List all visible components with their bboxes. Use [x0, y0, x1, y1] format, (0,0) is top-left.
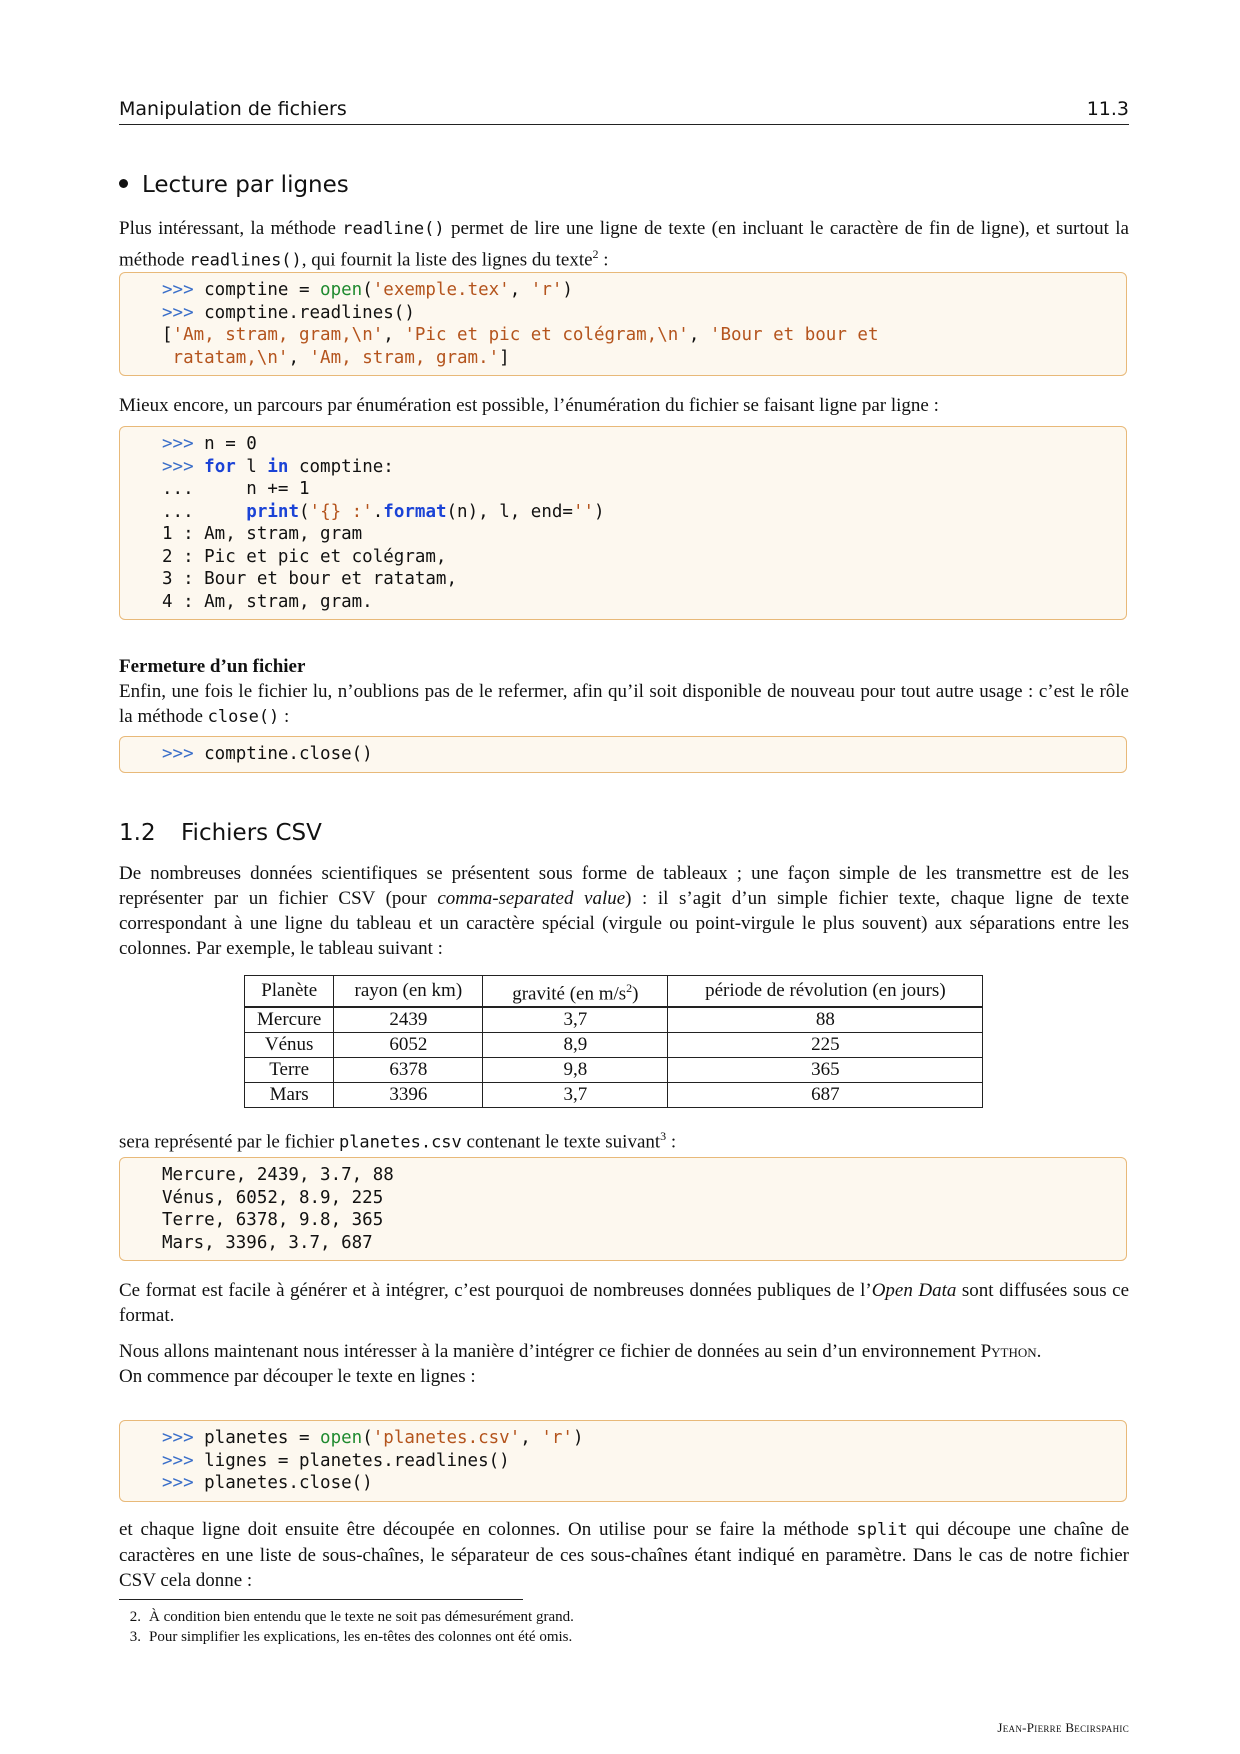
code: n += 1 — [193, 479, 310, 499]
inline-code: planetes.csv — [338, 1132, 462, 1153]
table-row — [245, 1007, 983, 1033]
csv-line: Mars, 3396, 3.7, 687 — [162, 1232, 373, 1253]
builtin: print — [246, 501, 299, 522]
prompt: >>> — [162, 1428, 194, 1448]
method: format — [383, 501, 447, 522]
code: l — [235, 456, 268, 477]
code: ) — [562, 280, 573, 300]
output-line: 3 : Bour et bour et ratatam, — [162, 569, 458, 589]
code-block-readlines — [119, 272, 1127, 376]
string: '' — [572, 501, 595, 522]
table-cell: Mars — [245, 1083, 334, 1108]
footnote — [119, 1629, 1129, 1646]
text: contenant le texte suivant — [461, 1131, 661, 1153]
text: Mieux encore, un parcours par énumération est possible, l’énumération du fichier se faisant ligne par ligne : — [119, 395, 939, 416]
table-header-cell: Planète — [245, 976, 334, 1008]
footnote-ref: 3 — [660, 1129, 667, 1143]
author: Jean-Pierre Becirspahic — [997, 1720, 1129, 1735]
string: 'Am, stram, gram,\n' — [172, 325, 384, 345]
csv-line: Mercure, 2439, 3.7, 88 — [162, 1165, 394, 1185]
keyword: for — [204, 456, 236, 477]
prompt: >>> — [162, 744, 194, 764]
footnote-text: À condition bien entendu que le texte ne soit pas démesurément grand. — [149, 1609, 574, 1625]
code: ( — [298, 501, 310, 522]
paragraph-readlines — [119, 216, 1129, 273]
table-cell: 3,7 — [483, 1083, 668, 1108]
table-cell: 3,7 — [483, 1007, 668, 1033]
header-title: Manipulation de fichiers — [119, 98, 347, 120]
text: De nombreuses données scientifiques se présentent sous forme de tableaux ; une façon simple de les transmettre est de les représenter par un fichier CSV (pour — [119, 863, 1129, 909]
code: comptine = — [193, 280, 321, 300]
prompt: >>> — [162, 280, 194, 300]
text: On commence par découper le texte en lignes : — [119, 1366, 476, 1387]
table-row — [245, 1033, 983, 1058]
string: 'Am, stram, gram.' — [309, 347, 500, 368]
code: ( — [362, 280, 373, 300]
bullet-icon — [119, 179, 128, 188]
string: 'Bour et bour et — [709, 325, 879, 345]
text: , qui fournit la liste des lignes du texte — [301, 249, 593, 271]
inline-code: close() — [207, 707, 280, 727]
continuation-prompt: ... — [162, 479, 194, 499]
prompt: >>> — [162, 434, 194, 454]
string: '{} :' — [309, 501, 373, 522]
running-header — [119, 96, 1129, 125]
keyword: in — [267, 456, 289, 477]
emphasis: comma-separated value — [437, 888, 626, 909]
inline-code: readline() — [342, 219, 445, 239]
small-caps: Python — [980, 1341, 1037, 1362]
paragraph-split — [119, 1517, 1129, 1593]
table-cell: 8,9 — [483, 1033, 668, 1058]
table-cell: 687 — [668, 1083, 983, 1108]
code: ( — [362, 1428, 373, 1448]
continuation-prompt: ... — [162, 501, 194, 522]
section-title: Fichiers CSV — [181, 820, 322, 846]
output-line: 1 : Am, stram, gram — [162, 524, 363, 544]
header-page-number: 11.3 — [1086, 98, 1129, 120]
code: comptine: — [288, 456, 394, 477]
paragraph-enumeration — [119, 393, 1129, 418]
paragraph-python — [119, 1339, 1129, 1389]
code-block-csv — [119, 1157, 1127, 1261]
string: 'planetes.csv' — [372, 1428, 521, 1448]
output-line: 2 : Pic et pic et colégram, — [162, 546, 447, 567]
subheading: Fermeture d’un fichier — [119, 656, 306, 677]
section-number: 1.2 — [119, 820, 156, 846]
paragraph-close — [119, 654, 1129, 730]
table-header-cell — [483, 976, 668, 1008]
builtin: open — [320, 280, 363, 300]
text: Nous allons maintenant nous intéresser à la manière d’intégrer ce fichier de données au sein d’un environnement — [119, 1341, 981, 1362]
footnote — [119, 1609, 1129, 1626]
text: gravité (en m/s — [512, 983, 627, 1005]
code: ) — [594, 501, 605, 522]
text: Ce format est facile à générer et à intégrer, c’est pourquoi de nombreuses données publiques de l’ — [119, 1280, 872, 1301]
string: 'r' — [530, 280, 563, 300]
code: ) — [572, 1428, 584, 1448]
table-header-cell: période de révolution (en jours) — [668, 976, 983, 1008]
code — [194, 502, 247, 522]
footnote-ref: 2 — [592, 247, 599, 261]
code: ] — [499, 347, 510, 368]
table-cell: 225 — [668, 1033, 983, 1058]
table-cell: 9,8 — [483, 1058, 668, 1083]
code: , — [688, 325, 710, 345]
paragraph-csv-intro — [119, 861, 1129, 961]
string: 'Pic et pic et colégram,\n' — [404, 325, 689, 345]
inline-code: readlines() — [189, 250, 302, 271]
code-block-enumeration — [119, 426, 1127, 620]
code-block-split-lines — [119, 1420, 1127, 1502]
text: qui découpe une chaîne de caractères en une liste de sous-chaînes, le séparateur de ces sous-chaînes étant indiqué en paramètre. Dans le cas de notre fichier CSV cela donne : — [119, 1519, 1129, 1591]
text: Plus intéressant, la méthode — [119, 218, 343, 239]
code: . — [372, 501, 384, 522]
text: Enfin, une fois le fichier lu, n’oublions pas de le refermer, afin qu’il soit disponible de nouveau pour tout autre usage : c’est le rôle la méthode — [119, 681, 1129, 727]
table-cell: 6052 — [334, 1033, 483, 1058]
string: ratatam,\n' — [162, 347, 289, 368]
prompt: >>> — [162, 456, 194, 477]
code: , — [509, 280, 531, 300]
string: 'exemple.tex' — [372, 280, 510, 300]
table-header-row — [245, 976, 983, 1008]
text: sont diffusées sous ce format. — [119, 1280, 1129, 1326]
text: : — [666, 1131, 677, 1153]
inline-code: split — [856, 1520, 908, 1540]
footnote-rule — [119, 1599, 523, 1600]
text: . — [1036, 1341, 1042, 1362]
code: , — [288, 347, 310, 368]
code: n = 0 — [193, 434, 257, 454]
text: ) — [632, 983, 639, 1005]
code-block-close — [119, 736, 1127, 773]
csv-line: Vénus, 6052, 8.9, 225 — [162, 1187, 384, 1208]
builtin: open — [320, 1428, 363, 1448]
footnote-number: 3. — [129, 1629, 141, 1645]
text: ) : il s’agit d’un simple fichier texte, chaque ligne de texte correspondant à une ligne du tableau et un caractère spécial (virgule ou point-virgule le plus souvent) aux séparations entre les colonnes. Par exemple, le tableau suivant : — [119, 888, 1130, 959]
table-cell: Mercure — [245, 1007, 334, 1033]
footnote-number: 2. — [129, 1609, 141, 1625]
code: comptine.readlines() — [193, 302, 415, 323]
table-cell: 2439 — [334, 1007, 483, 1033]
output-line: 4 : Am, stram, gram. — [162, 591, 373, 612]
table-cell: Terre — [245, 1058, 334, 1083]
table-cell: 365 — [668, 1058, 983, 1083]
code: (n), l, end= — [446, 501, 573, 522]
code: lignes = planetes.readlines() — [193, 1450, 510, 1471]
text: permet de lire une ligne de texte (en incluant le caractère de fin de ligne), et surtout la méthode — [119, 218, 1129, 271]
table-cell: Vénus — [245, 1033, 334, 1058]
table-cell: 88 — [668, 1007, 983, 1033]
prompt: >>> — [162, 1450, 194, 1471]
table-row — [245, 1083, 983, 1108]
table-header-cell: rayon (en km) — [334, 976, 483, 1008]
code: planetes.close() — [193, 1473, 373, 1493]
section-title: Lecture par lignes — [142, 172, 349, 198]
footnote-text: Pour simplifier les explications, les en-têtes des colonnes ont été omis. — [149, 1629, 573, 1645]
prompt: >>> — [162, 302, 194, 323]
text: sera représenté par le fichier — [119, 1131, 339, 1153]
prompt: >>> — [162, 1473, 194, 1493]
table-row — [245, 1058, 983, 1083]
table-cell: 6378 — [334, 1058, 483, 1083]
text: : — [598, 249, 609, 271]
code: [ — [162, 325, 173, 345]
paragraph-csv-file — [119, 1124, 1129, 1155]
superscript: 2 — [626, 981, 633, 995]
paragraph-open-data — [119, 1278, 1129, 1328]
code: , — [520, 1428, 542, 1448]
string: 'r' — [541, 1428, 573, 1448]
csv-line: Terre, 6378, 9.8, 365 — [162, 1210, 384, 1230]
table-cell: 3396 — [334, 1083, 483, 1108]
section-heading-csv — [119, 820, 322, 846]
text: et chaque ligne doit ensuite être découpée en colonnes. On utilise pour se faire la méthode — [119, 1519, 857, 1540]
code: planetes = — [193, 1428, 321, 1448]
code: , — [383, 325, 405, 345]
section-heading-lecture — [119, 172, 349, 198]
planets-table — [244, 975, 983, 1108]
emphasis: Open Data — [871, 1280, 957, 1301]
code: comptine.close() — [193, 744, 373, 764]
text: : — [279, 706, 290, 727]
